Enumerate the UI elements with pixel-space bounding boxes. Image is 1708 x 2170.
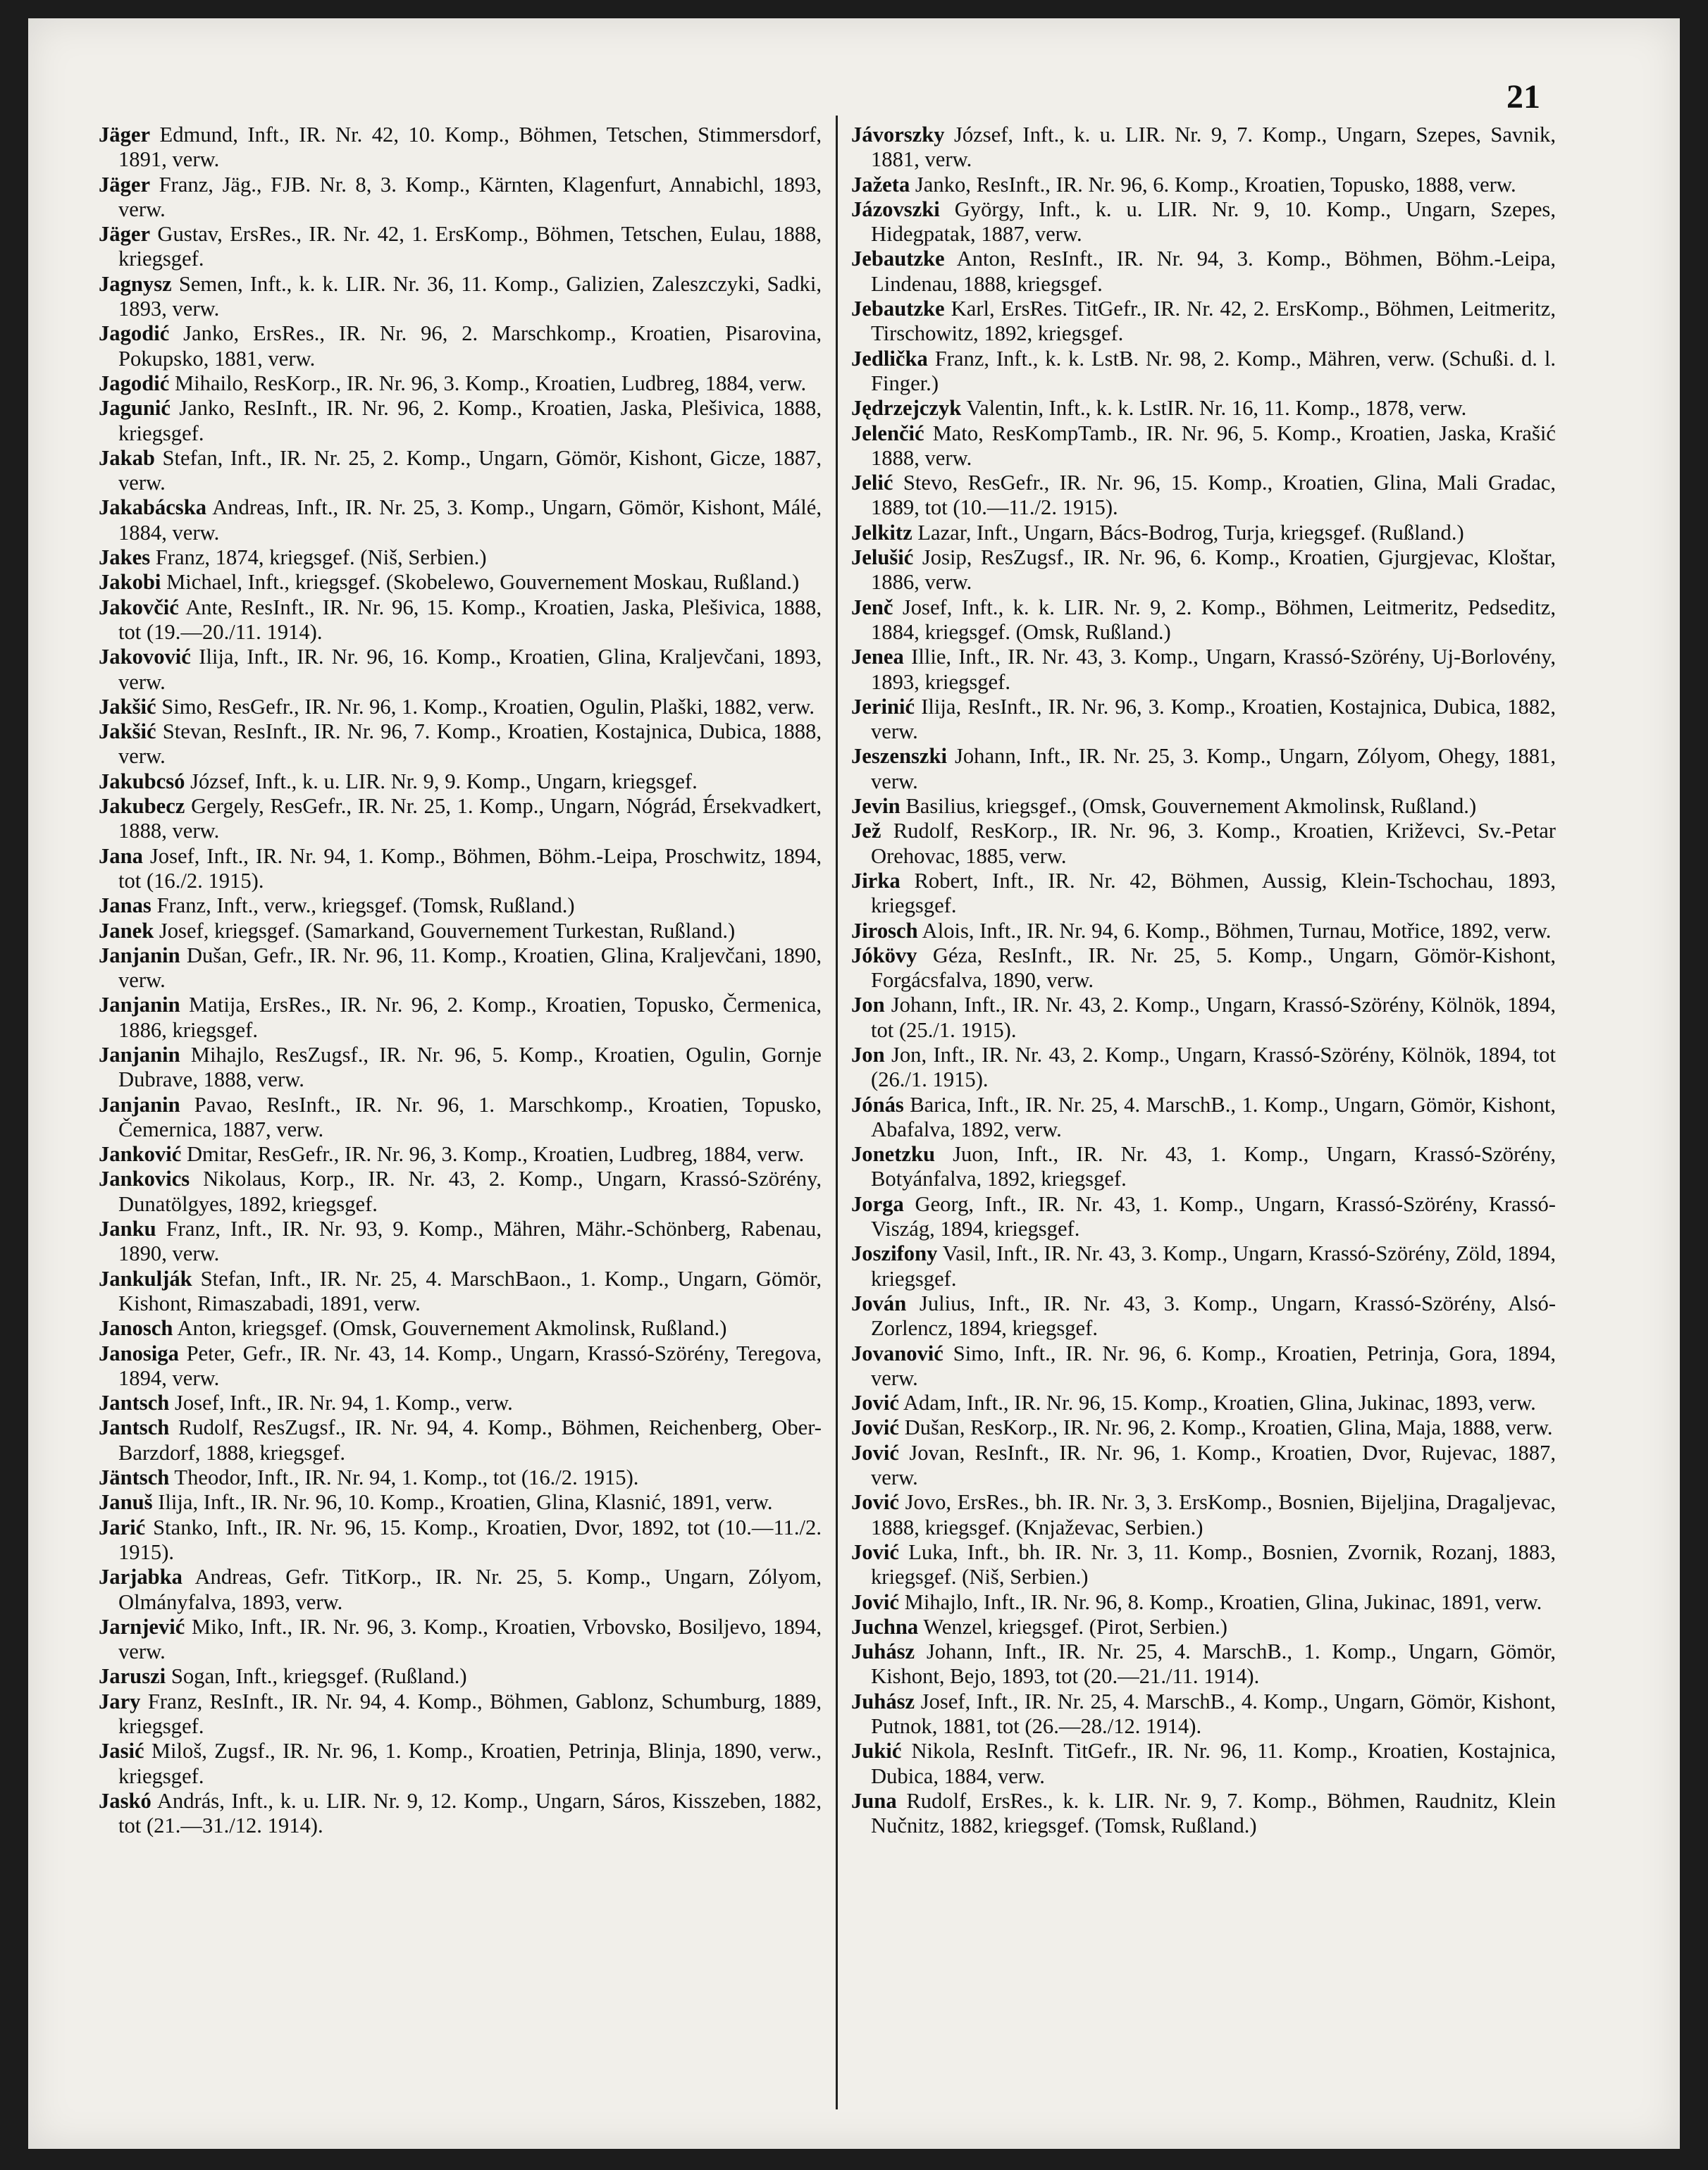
entry-surname: Jović: [851, 1415, 899, 1440]
entry-details: Mihajlo, ResZugsf., IR. Nr. 96, 5. Komp., Kroatien, Ogulin, Gornje Dubrave, 1888, verw.: [118, 1042, 822, 1092]
entry-details: Ilija, ResInft., IR. Nr. 96, 3. Komp., Kroatien, Kostajnica, Dubica, 1882, verw.: [871, 694, 1557, 744]
entry-details: Rudolf, ResZugsf., IR. Nr. 94, 4. Komp., Böhmen, Reichenberg, Ober-Barzdorf, 1888, kriegsgef.: [118, 1415, 822, 1465]
entry-details: Janko, ErsRes., IR. Nr. 96, 2. Marschkomp., Kroatien, Pisarovina, Pokupsko, 1881, verw.: [118, 321, 822, 371]
register-entry: [99, 919, 822, 943]
entry-details: Theodor, Inft., IR. Nr. 94, 1. Komp., tot (16./2. 1915).: [174, 1465, 639, 1490]
entry-details: Ante, ResInft., IR. Nr. 96, 15. Komp., Kroatien, Jaska, Plešivica, 1888, tot (19.—20./11. 1914).: [118, 595, 822, 644]
entry-details: Karl, ErsRes. TitGefr., IR. Nr. 42, 2. ErsKomp., Böhmen, Leitmeritz, Tirschowitz, 1892, kriegsgef.: [871, 297, 1556, 346]
register-entry: [851, 1739, 1556, 1789]
entry-surname: Jović: [851, 1539, 899, 1564]
register-entry: [99, 1664, 822, 1689]
entry-details: Franz, 1874, kriegsgef. (Niš, Serbien.): [155, 545, 487, 570]
register-entry: [99, 794, 822, 844]
entry-surname: Jarnjević: [99, 1614, 185, 1639]
entry-surname: Jován: [851, 1291, 907, 1315]
entry-details: Dušan, ResKorp., IR. Nr. 96, 2. Komp., Kroatien, Glina, Maja, 1888, verw.: [904, 1415, 1553, 1440]
register-entry: [99, 645, 822, 695]
register-entry: [99, 1615, 822, 1665]
entry-surname: Juchna: [851, 1614, 919, 1639]
entry-details: Vasil, Inft., IR. Nr. 43, 3. Komp., Ungarn, Krassó-Szörény, Zöld, 1894, kriegsgef.: [871, 1241, 1556, 1291]
entry-surname: Jović: [851, 1440, 899, 1465]
register-entry: [99, 695, 822, 719]
entry-details: Franz, Jäg., FJB. Nr. 8, 3. Komp., Kärnten, Klagenfurt, Annabichl, 1893, verw.: [118, 172, 822, 221]
register-entry: [99, 993, 822, 1043]
entry-surname: Jana: [99, 843, 143, 868]
register-entry: [99, 1465, 822, 1490]
entry-details: Simo, Inft., IR. Nr. 96, 6. Komp., Kroatien, Petrinja, Gora, 1894, verw.: [871, 1341, 1557, 1390]
register-entry: [99, 595, 822, 645]
register-entry: [99, 545, 822, 570]
entry-details: András, Inft., k. u. LIR. Nr. 9, 12. Komp., Ungarn, Sáros, Kisszeben, 1882, tot (21.—31./12. 1914).: [118, 1788, 822, 1838]
entry-details: Johann, Inft., IR. Nr. 25, 4. MarschB., 1. Komp., Ungarn, Gömör, Kishont, Bejo, 1893, tot (20.—21./11. 1914).: [871, 1639, 1557, 1689]
entry-surname: Jary: [99, 1689, 141, 1713]
register-entry: [99, 1391, 822, 1415]
entry-details: Gergely, ResGefr., IR. Nr. 25, 1. Komp., Ungarn, Nógrád, Érsekvadkert, 1888, verw.: [118, 794, 822, 843]
register-entry: [851, 1291, 1556, 1341]
entry-details: Michael, Inft., kriegsgef. (Skobelewo, Gouvernement Moskau, Rußland.): [166, 570, 800, 595]
entry-surname: Jenč: [851, 595, 893, 619]
register-entry: [99, 1341, 822, 1391]
register-entry: [99, 1142, 822, 1167]
entry-details: Stevan, ResInft., IR. Nr. 96, 7. Komp., Kroatien, Kostajnica, Dubica, 1888, verw.: [118, 719, 822, 769]
entry-surname: Jakab: [99, 445, 155, 470]
entry-surname: Jovanović: [851, 1341, 943, 1365]
entry-surname: Jakovčić: [99, 595, 179, 619]
entry-surname: Jäger: [99, 222, 151, 247]
entry-surname: Jebautzke: [851, 297, 945, 321]
register-entry: [851, 1639, 1556, 1690]
entry-details: Stefan, Inft., IR. Nr. 25, 2. Komp., Ungarn, Gömör, Kishont, Gicze, 1887, verw.: [118, 445, 822, 495]
register-entry: [99, 1789, 822, 1839]
entry-details: Peter, Gefr., IR. Nr. 43, 14. Komp., Ungarn, Krassó-Szörény, Teregova, 1894, verw.: [118, 1341, 822, 1390]
register-entry: [99, 173, 822, 223]
entry-surname: Jakubcsó: [99, 769, 185, 793]
entry-surname: Jaruszi: [99, 1664, 166, 1689]
entry-surname: Jasić: [99, 1739, 144, 1763]
entry-details: Julius, Inft., IR. Nr. 43, 3. Komp., Ungarn, Krassó-Szörény, Alsó-Zorlencz, 1894, kriegsgef.: [871, 1291, 1557, 1341]
entry-surname: Jukić: [851, 1739, 902, 1763]
entry-surname: Jedlička: [851, 346, 928, 371]
right-column: [851, 123, 1556, 1838]
entry-details: Johann, Inft., IR. Nr. 43, 2. Komp., Ungarn, Krassó-Szörény, Kölnök, 1894, tot (25./1. 1915).: [871, 993, 1556, 1042]
register-entry: [99, 844, 822, 894]
entry-details: Dmitar, ResGefr., IR. Nr. 96, 3. Komp., Kroatien, Ludbreg, 1884, verw.: [186, 1142, 805, 1167]
entry-details: Josip, ResZugsf., IR. Nr. 96, 6. Komp., Kroatien, Gjurgjevac, Kloštar, 1886, verw.: [871, 545, 1556, 595]
register-entry: [851, 471, 1556, 521]
entry-details: Pavao, ResInft., IR. Nr. 96, 1. Marschkomp., Kroatien, Topusko, Čemernica, 1887, verw.: [118, 1092, 822, 1141]
register-entry: [851, 347, 1556, 397]
entry-details: Anton, ResInft., IR. Nr. 94, 3. Komp., Böhmen, Böhm.-Leipa, Lindenau, 1888, kriegsgef.: [871, 247, 1556, 296]
entry-details: Lazar, Inft., Ungarn, Bács-Bodrog, Turja, kriegsgef. (Rußland.): [917, 520, 1464, 545]
entry-surname: Jorga: [851, 1191, 904, 1216]
entry-details: Stanko, Inft., IR. Nr. 96, 15. Komp., Kroatien, Dvor, 1892, tot (10.—11./2. 1915).: [118, 1515, 822, 1564]
entry-details: Géza, ResInft., IR. Nr. 25, 5. Komp., Ungarn, Gömör-Kishont, Forgácsfalva, 1890, verw.: [871, 943, 1556, 993]
entry-details: Gustav, ErsRes., IR. Nr. 42, 1. ErsKomp., Böhmen, Tetschen, Eulau, 1888, kriegsgef.: [118, 222, 822, 271]
entry-details: Josef, Inft., IR. Nr. 25, 4. MarschB., 4. Komp., Ungarn, Gömör, Kishont, Putnok, 1881, tot (26.—28./12. 1914).: [871, 1689, 1556, 1738]
entry-details: Robert, Inft., IR. Nr. 42, Böhmen, Aussig, Klein-Tschochau, 1893, kriegsgef.: [871, 868, 1556, 918]
entry-details: Nikola, ResInft. TitGefr., IR. Nr. 96, 11. Komp., Kroatien, Kostajnica, Dubica, 1884, verw.: [871, 1739, 1556, 1788]
entry-surname: Janosiga: [99, 1341, 179, 1365]
entry-surname: Jakobi: [99, 570, 161, 595]
register-entry: [851, 247, 1556, 297]
entry-surname: Janković: [99, 1142, 182, 1167]
entry-details: Ilija, Inft., IR. Nr. 96, 16. Komp., Kroatien, Glina, Kraljevčani, 1893, verw.: [118, 645, 822, 694]
register-entry: [851, 1590, 1556, 1615]
entry-details: Miko, Inft., IR. Nr. 96, 3. Komp., Kroatien, Vrbovsko, Bosiljevo, 1894, verw.: [118, 1614, 822, 1664]
register-entry: [99, 1093, 822, 1143]
entry-details: Janko, ResInft., IR. Nr. 96, 6. Komp., Kroatien, Topusko, 1888, verw.: [915, 172, 1516, 197]
entry-surname: Jon: [851, 993, 885, 1017]
entry-details: Illie, Inft., IR. Nr. 43, 3. Komp., Ungarn, Krassó-Szörény, Uj-Borlovény, 1893, kriegsgef.: [871, 645, 1556, 694]
entry-details: Georg, Inft., IR. Nr. 43, 1. Komp., Ungarn, Krassó-Szörény, Krassó-Viszág, 1894, kriegsgef.: [871, 1191, 1556, 1241]
register-entry: [99, 1167, 822, 1217]
entry-details: Franz, ResInft., IR. Nr. 94, 4. Komp., Böhmen, Gablonz, Schumburg, 1889, kriegsgef.: [118, 1689, 822, 1738]
entry-surname: Jarjabka: [99, 1565, 182, 1589]
entry-details: Wenzel, kriegsgef. (Pirot, Serbien.): [923, 1614, 1227, 1639]
entry-surname: Jäntsch: [99, 1465, 170, 1490]
entry-surname: Januš: [99, 1490, 153, 1515]
entry-surname: Jędrzejczyk: [851, 396, 962, 421]
register-entry: [851, 1391, 1556, 1415]
register-entry: [851, 1241, 1556, 1291]
register-entry: [851, 173, 1556, 197]
register-entry: [851, 421, 1556, 471]
entry-surname: Jelenčić: [851, 421, 924, 445]
entry-surname: Jakubecz: [99, 794, 185, 819]
entry-details: Rudolf, ResKorp., IR. Nr. 96, 3. Komp., Kroatien, Križevci, Sv.-Petar Orehovac, 1885, verw.: [871, 819, 1556, 868]
register-entry: [99, 719, 822, 769]
entry-surname: Jakovović: [99, 645, 191, 669]
entry-surname: Juhász: [851, 1689, 915, 1713]
entry-surname: Jantsch: [99, 1391, 170, 1415]
entry-details: József, Inft., k. u. LIR. Nr. 9, 7. Komp., Ungarn, Szepes, Savnik, 1881, verw.: [871, 123, 1556, 172]
register-entry: [99, 1217, 822, 1267]
entry-surname: Jebautzke: [851, 247, 945, 271]
register-entry: [851, 1615, 1556, 1639]
register-entry: [851, 1093, 1556, 1143]
entry-surname: Joszifony: [851, 1241, 938, 1266]
entry-surname: Jirosch: [851, 918, 918, 943]
entry-details: Franz, Inft., verw., kriegsgef. (Tomsk, Rußland.): [156, 893, 575, 918]
entry-details: Franz, Inft., k. k. LstB. Nr. 98, 2. Komp., Mähren, verw. (Schußi. d. l. Finger.): [871, 346, 1556, 395]
register-entry: [99, 1267, 822, 1317]
register-entry: [99, 396, 822, 446]
entry-surname: Jakšić: [99, 719, 156, 744]
register-entry: [99, 1690, 822, 1740]
entry-details: Andreas, Gefr. TitKorp., IR. Nr. 25, 5. Komp., Ungarn, Zólyom, Olmányfalva, 1893, verw.: [118, 1565, 822, 1614]
register-entry: [99, 1739, 822, 1789]
register-entry: [851, 744, 1556, 794]
register-entry: [99, 943, 822, 993]
entry-surname: Jakšić: [99, 694, 156, 719]
entry-surname: Jenea: [851, 645, 904, 669]
entry-surname: Janjanin: [99, 943, 180, 967]
register-entry: [851, 1789, 1556, 1839]
register-entry: [99, 321, 822, 371]
entry-surname: Jakabácska: [99, 495, 207, 520]
register-entry: [99, 495, 822, 545]
register-entry: [99, 1415, 822, 1465]
register-entry: [851, 993, 1556, 1043]
register-entry: [99, 123, 822, 173]
register-entry: [99, 570, 822, 595]
register-entry: [851, 595, 1556, 645]
entry-details: Luka, Inft., bh. IR. Nr. 3, 11. Komp., Bosnien, Zvornik, Rozanj, 1883, kriegsgef. (Niš, Serbien.): [871, 1539, 1556, 1589]
entry-surname: Jonetzku: [851, 1142, 935, 1167]
entry-details: Simo, ResGefr., IR. Nr. 96, 1. Komp., Kroatien, Ogulin, Plaški, 1882, verw.: [161, 694, 815, 719]
register-entry: [99, 1316, 822, 1341]
register-entry: [851, 1490, 1556, 1540]
register-entry: [851, 1690, 1556, 1740]
entry-details: Ilija, Inft., IR. Nr. 96, 10. Komp., Kroatien, Glina, Klasnić, 1891, verw.: [158, 1490, 773, 1515]
entry-details: Matija, ErsRes., IR. Nr. 96, 2. Komp., Kroatien, Topusko, Čermenica, 1886, kriegsgef.: [118, 993, 822, 1042]
entry-surname: Jantsch: [99, 1415, 170, 1440]
entry-surname: Jagodić: [99, 321, 170, 346]
entry-details: Stevo, ResGefr., IR. Nr. 96, 15. Komp., Kroatien, Glina, Mali Gradac, 1889, tot (10.—11./2. 1915).: [871, 471, 1556, 520]
entry-details: Mihailo, ResKorp., IR. Nr. 96, 3. Komp., Kroatien, Ludbreg, 1884, verw.: [174, 371, 807, 395]
entry-surname: Jirka: [851, 868, 901, 893]
entry-details: Barica, Inft., IR. Nr. 25, 4. MarschB., 1. Komp., Ungarn, Gömör, Kishont, Abafalva, 1892, verw.: [871, 1092, 1556, 1141]
entry-details: Dušan, Gefr., IR. Nr. 96, 11. Komp., Kroatien, Glina, Kraljevčani, 1890, verw.: [118, 943, 822, 993]
register-entry: [851, 943, 1556, 993]
entry-surname: Jerinić: [851, 694, 915, 719]
entry-surname: Jankulják: [99, 1266, 192, 1291]
entry-surname: Jović: [851, 1589, 899, 1614]
entry-details: Jon, Inft., IR. Nr. 43, 2. Komp., Ungarn, Krassó-Szörény, Kölnök, 1894, tot (26./1. 1915).: [871, 1042, 1556, 1092]
register-entry: [851, 794, 1556, 819]
entry-surname: Jankovics: [99, 1167, 190, 1191]
register-entry: [851, 545, 1556, 595]
entry-surname: Jagunić: [99, 396, 171, 421]
entry-details: Josef, Inft., IR. Nr. 94, 1. Komp., verw.: [174, 1391, 513, 1415]
entry-surname: Janjanin: [99, 1092, 180, 1117]
entry-details: Sogan, Inft., kriegsgef. (Rußland.): [171, 1664, 467, 1689]
page-number: 21: [1506, 78, 1540, 116]
document-page: [28, 18, 1680, 2149]
register-entry: [851, 695, 1556, 745]
entry-details: Alois, Inft., IR. Nr. 94, 6. Komp., Böhmen, Turnau, Motřice, 1892, verw.: [922, 918, 1552, 943]
entry-details: Valentin, Inft., k. k. LstIR. Nr. 16, 11. Komp., 1878, verw.: [966, 396, 1467, 421]
register-entry: [851, 645, 1556, 695]
entry-surname: Jókövy: [851, 943, 917, 967]
entry-details: Basilius, kriegsgef., (Omsk, Gouvernement Akmolinsk, Rußland.): [905, 794, 1477, 819]
register-entry: [99, 272, 822, 322]
entry-surname: Janek: [99, 918, 154, 943]
entry-details: Jovan, ResInft., IR. Nr. 96, 1. Komp., Kroatien, Dvor, Rujevac, 1887, verw.: [871, 1440, 1556, 1490]
entry-surname: Jelić: [851, 471, 893, 495]
register-entry: [851, 396, 1556, 421]
entry-details: Janko, ResInft., IR. Nr. 96, 2. Komp., Kroatien, Jaska, Plešivica, 1888, kriegsgef.: [118, 396, 822, 445]
entry-surname: Jevin: [851, 794, 901, 819]
register-entry: [851, 919, 1556, 943]
entry-surname: Janjanin: [99, 1042, 180, 1067]
entry-details: Juon, Inft., IR. Nr. 43, 1. Komp., Ungarn, Krassó-Szörény, Botyánfalva, 1892, kriegsgef.: [871, 1142, 1556, 1191]
entry-details: Stefan, Inft., IR. Nr. 25, 4. MarschBaon., 1. Komp., Ungarn, Gömör, Kishont, Rimaszabadi, 1891, verw.: [118, 1266, 822, 1315]
entry-surname: Jónás: [851, 1092, 904, 1117]
entry-surname: Jeszenszki: [851, 744, 947, 769]
entry-details: Miloš, Zugsf., IR. Nr. 96, 1. Komp., Kroatien, Petrinja, Blinja, 1890, verw., kriegsgef.: [118, 1739, 822, 1788]
register-entry: [851, 521, 1556, 545]
entry-details: Rudolf, ErsRes., k. k. LIR. Nr. 9, 7. Komp., Böhmen, Raudnitz, Klein Nučnitz, 1882, kriegsgef. (Tomsk, Rußland.): [871, 1788, 1556, 1838]
register-entry: [99, 222, 822, 272]
entry-surname: Jäger: [99, 123, 151, 147]
entry-details: Josef, kriegsgef. (Samarkand, Gouvernement Turkestan, Rußland.): [159, 918, 736, 943]
entry-surname: Janosch: [99, 1316, 173, 1341]
register-entry: [99, 1515, 822, 1566]
entry-details: Edmund, Inft., IR. Nr. 42, 10. Komp., Böhmen, Tetschen, Stimmersdorf, 1891, verw.: [118, 123, 822, 172]
register-entry: [851, 1415, 1556, 1440]
entry-details: Anton, kriegsgef. (Omsk, Gouvernement Akmolinsk, Rußland.): [177, 1316, 727, 1341]
entry-details: Johann, Inft., IR. Nr. 25, 3. Komp., Ungarn, Zólyom, Ohegy, 1881, verw.: [871, 744, 1556, 793]
register-entry: [99, 893, 822, 918]
register-entry: [851, 1441, 1556, 1491]
entry-surname: Jež: [851, 819, 881, 843]
entry-details: Nikolaus, Korp., IR. Nr. 43, 2. Komp., Ungarn, Krassó-Szörény, Dunatölgyes, 1892, kriegsgef.: [118, 1167, 822, 1216]
entry-surname: Jelkitz: [851, 520, 912, 545]
entry-surname: Jagodić: [99, 371, 170, 395]
left-column: [99, 123, 822, 1838]
entry-details: József, Inft., k. u. LIR. Nr. 9, 9. Komp., Ungarn, kriegsgef.: [190, 769, 698, 793]
register-entry: [851, 869, 1556, 919]
register-entry: [99, 1043, 822, 1093]
entry-surname: Jelušić: [851, 545, 914, 570]
entry-surname: Juna: [851, 1788, 897, 1813]
entry-surname: Jažeta: [851, 172, 910, 197]
entry-details: Mato, ResKompTamb., IR. Nr. 96, 5. Komp., Kroatien, Jaska, Krašić 1888, verw.: [871, 421, 1556, 470]
entry-details: Franz, Inft., IR. Nr. 93, 9. Komp., Mähren, Mähr.-Schönberg, Rabenau, 1890, verw.: [118, 1217, 822, 1266]
register-entry: [851, 1341, 1556, 1391]
entry-surname: Janjanin: [99, 993, 180, 1017]
entry-details: Semen, Inft., k. k. LIR. Nr. 36, 11. Komp., Galizien, Zaleszczyki, Sadki, 1893, verw.: [118, 271, 822, 321]
entry-surname: Jávorszky: [851, 123, 945, 147]
entry-details: György, Inft., k. u. LIR. Nr. 9, 10. Komp., Ungarn, Szepes, Hidegpatak, 1887, verw.: [871, 197, 1556, 247]
entry-surname: Jakes: [99, 545, 151, 570]
register-entry: [851, 1192, 1556, 1242]
entry-details: Adam, Inft., IR. Nr. 96, 15. Komp., Kroatien, Glina, Jukinac, 1893, verw.: [903, 1391, 1536, 1415]
entry-details: Jovo, ErsRes., bh. IR. Nr. 3, 3. ErsKomp., Bosnien, Bijeljina, Dragaljevac, 1888, kriegsgef. (Knjaževac, Serbien.): [871, 1490, 1557, 1539]
entry-surname: Jon: [851, 1042, 885, 1067]
entry-surname: Janas: [99, 893, 151, 918]
register-entry: [851, 1043, 1556, 1093]
entry-surname: Jović: [851, 1490, 899, 1515]
register-entry: [99, 1490, 822, 1515]
entry-surname: Juhász: [851, 1639, 915, 1664]
register-entry: [851, 819, 1556, 869]
register-entry: [851, 197, 1556, 247]
register-entry: [851, 297, 1556, 347]
register-entry: [851, 1540, 1556, 1590]
column-divider: [836, 116, 838, 2109]
entry-surname: Jäger: [99, 172, 151, 197]
entry-surname: Jaskó: [99, 1788, 151, 1813]
entry-details: Josef, Inft., IR. Nr. 94, 1. Komp., Böhmen, Böhm.-Leipa, Proschwitz, 1894, tot (16./2. 1915).: [118, 843, 822, 893]
register-entry: [99, 371, 822, 396]
register-entry: [99, 446, 822, 496]
entry-surname: Jagnysz: [99, 271, 172, 296]
register-entry: [851, 1142, 1556, 1192]
entry-surname: Jović: [851, 1391, 899, 1415]
entry-surname: Jázovszki: [851, 197, 940, 221]
register-entry: [99, 769, 822, 794]
register-entry: [99, 1565, 822, 1615]
entry-details: Mihajlo, Inft., IR. Nr. 96, 8. Komp., Kroatien, Glina, Jukinac, 1891, verw.: [904, 1589, 1542, 1614]
register-entry: [851, 123, 1556, 173]
entry-surname: Jarić: [99, 1515, 146, 1539]
entry-details: Andreas, Inft., IR. Nr. 25, 3. Komp., Ungarn, Gömör, Kishont, Málé, 1884, verw.: [118, 495, 822, 545]
entry-details: Josef, Inft., k. k. LIR. Nr. 9, 2. Komp., Böhmen, Leitmeritz, Pedseditz, 1884, kriegsgef. (Omsk, Rußland.): [871, 595, 1556, 644]
entry-surname: Janku: [99, 1217, 156, 1241]
